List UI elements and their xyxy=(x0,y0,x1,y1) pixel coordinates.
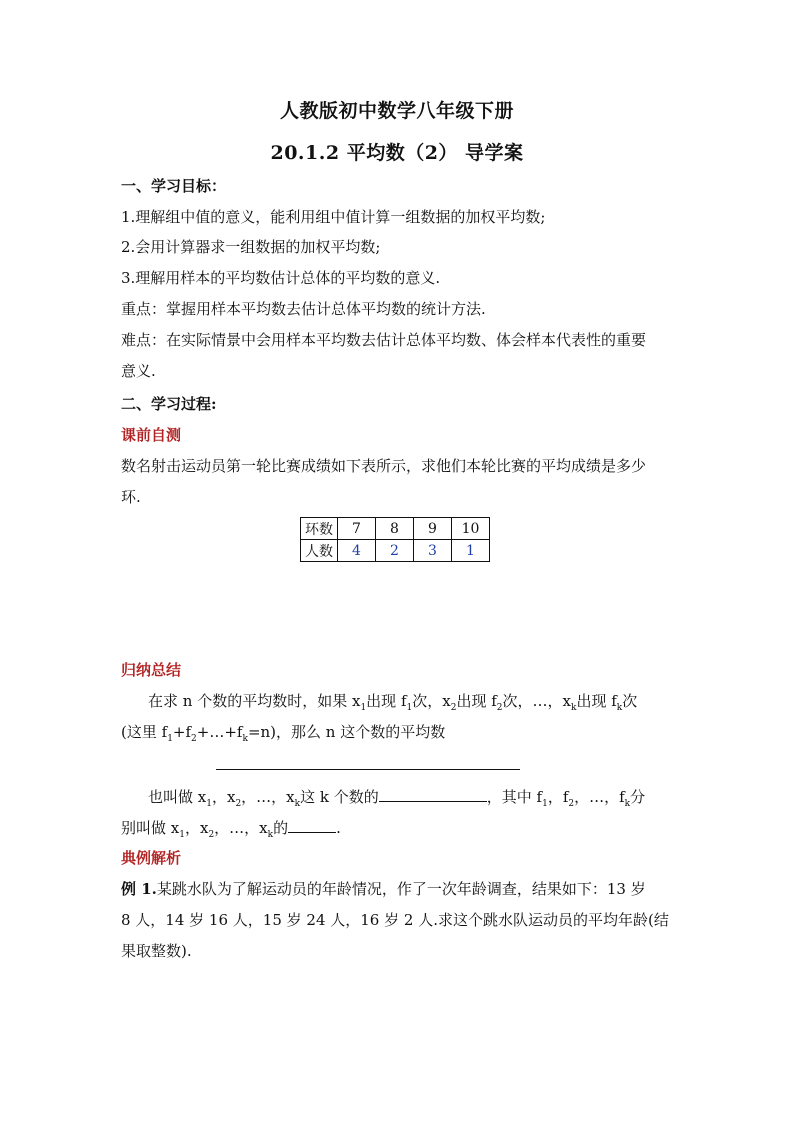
example-question: 果取整数). xyxy=(121,942,192,960)
summary-paragraph-line: 在求 n 个数的平均数时，如果 $x_1$出现 $f_1$次，$x_2$出现 $f_2$次，…，$x_k$出现 $f_k$次 xyxy=(148,692,638,713)
summary-paragraph-line: (这里 $f_1+f_2+\dots+f_k=n$)，那么 n 这个数的平均数 xyxy=(121,723,446,744)
table-cell: 3 xyxy=(414,540,452,562)
score-table xyxy=(300,517,490,562)
table-header-people: 人数 xyxy=(301,540,338,562)
formula-answer-line[interactable] xyxy=(216,769,520,770)
table-row xyxy=(301,540,490,562)
section-heading-process: 二、学习过程: xyxy=(121,395,217,413)
document-subtitle: 20.1.2 平均数（2） 导学案 xyxy=(270,142,524,164)
table-header-rings: 环数 xyxy=(301,518,338,540)
summary-paragraph-line: 也叫做 $x_1$，$x_2$，…，$x_k$这 k 个数的 ，其中 $f_1$，$f_2$，…，$f_k$分 xyxy=(148,788,646,809)
pretest-question: 数名射击运动员第一轮比赛成绩如下表所示，求他们本轮比赛的平均成绩是多少 xyxy=(121,457,647,475)
table-row xyxy=(301,518,490,540)
pretest-question: 环. xyxy=(121,488,141,506)
example-label: 例 1. xyxy=(121,880,157,898)
key-point: 重点：掌握用样本平均数去估计总体平均数的统计方法. xyxy=(121,300,486,318)
fill-blank[interactable] xyxy=(379,786,487,802)
goal-item: 1.理解组中值的意义，能利用组中值计算一组数据的加权平均数; xyxy=(121,208,546,226)
table-cell: 9 xyxy=(414,518,452,540)
difficulty-line: 难点：在实际情景中会用样本平均数去估计总体平均数、体会样本代表性的重要 xyxy=(121,331,647,349)
table-cell: 1 xyxy=(452,540,490,562)
table-cell: 7 xyxy=(338,518,376,540)
table-cell: 8 xyxy=(376,518,414,540)
document-title: 人教版初中数学八年级下册 xyxy=(279,100,514,122)
goal-item: 3.理解用样本的平均数估计总体的平均数的意义. xyxy=(121,269,441,287)
table-cell: 10 xyxy=(452,518,490,540)
example-question: 例 1.某跳水队为了解运动员的年龄情况，作了一次年龄调查，结果如下：13 岁 xyxy=(121,880,646,898)
table-cell: 2 xyxy=(376,540,414,562)
table-cell: 4 xyxy=(338,540,376,562)
goal-item: 2.会用计算器求一组数据的加权平均数; xyxy=(121,238,381,256)
summary-paragraph-line: 别叫做 $x_1$，$x_2$，…，$x_k$的 . xyxy=(121,819,341,840)
fill-blank[interactable] xyxy=(288,817,336,833)
example-question: 8 人，14 岁 16 人，15 岁 24 人，16 岁 2 人.求这个跳水队运动员的平均年龄(结 xyxy=(121,911,669,929)
section-heading-goals: 一、学习目标： xyxy=(121,177,227,195)
summary-heading: 归纳总结 xyxy=(121,661,182,679)
example-heading: 典例解析 xyxy=(121,849,182,867)
difficulty-line: 意义. xyxy=(121,362,156,380)
pretest-heading: 课前自测 xyxy=(121,426,182,444)
